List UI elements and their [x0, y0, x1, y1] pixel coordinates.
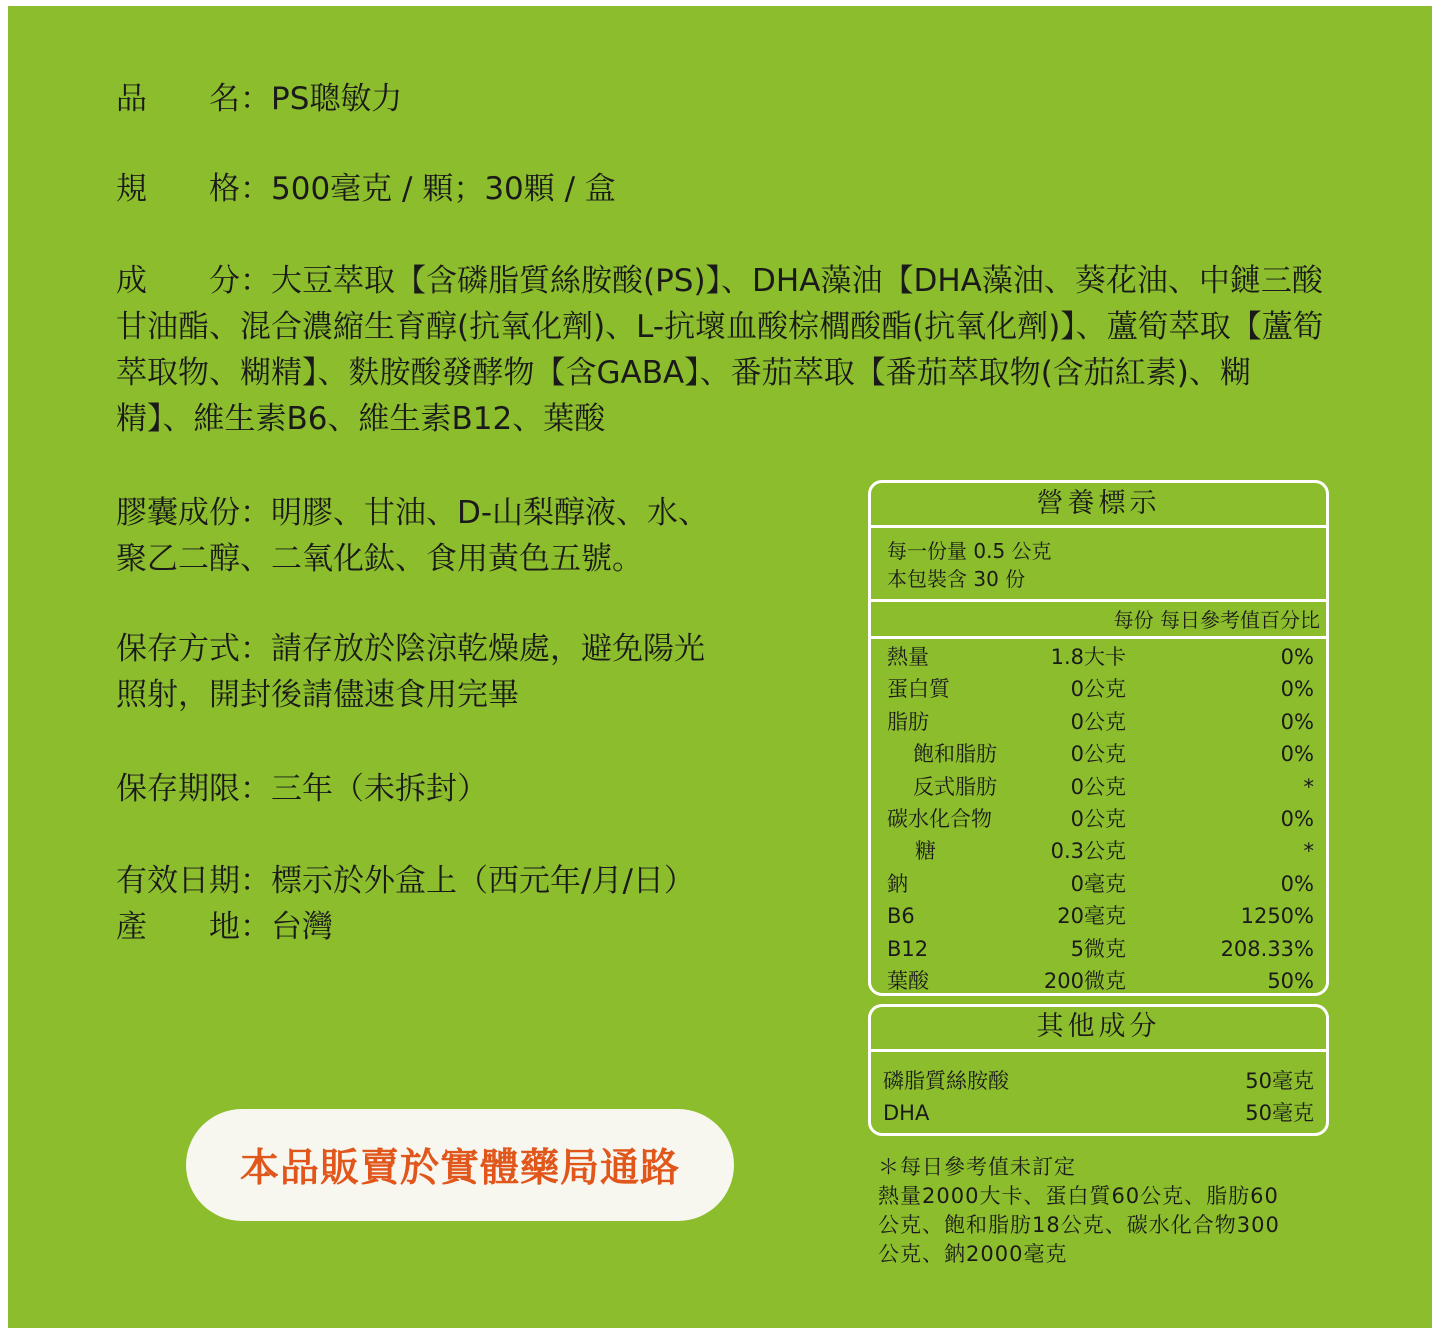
nutrient-daily-value: 50%: [1267, 969, 1314, 993]
ingredients-label: 成 分：: [116, 263, 271, 299]
nutrient-amount: 1.8大卡: [1050, 645, 1126, 669]
serving-size: 每一份量 0.5 公克: [887, 539, 1052, 563]
nutrient-amount: 5微克: [1070, 936, 1126, 961]
origin: [116, 904, 333, 950]
other-ingredient-name: 磷脂質絲胺酸: [883, 1069, 1009, 1093]
capsule-ingredients: [116, 490, 709, 582]
nutrient-daily-value: 208.33%: [1220, 936, 1314, 961]
storage: [116, 626, 705, 718]
expiry-label: 有效日期：: [116, 863, 271, 899]
nutrient-amount: 0公克: [1070, 807, 1126, 831]
nutrient-name: 碳水化合物: [887, 807, 992, 831]
origin-label: 產 地：: [116, 909, 271, 945]
nutrition-title: 營養標示: [871, 483, 1326, 528]
nutrient-amount: 0.3公克: [1050, 839, 1126, 864]
footnote-line-3: 公克、飽和脂肪18公克、碳水化合物300: [878, 1213, 1280, 1237]
pharmacy-badge: [186, 1109, 734, 1221]
shelf-value: 三年（未拆封）: [271, 771, 488, 807]
nutrient-amount: 0毫克: [1070, 871, 1126, 896]
storage-line-1: 請存放於陰涼乾燥處，避免陽光: [271, 631, 705, 667]
divider: [871, 636, 1326, 639]
label-panel: [8, 6, 1432, 1328]
nutrient-name: 葉酸: [887, 969, 929, 993]
product-name-value: PS聰敏力: [271, 81, 403, 117]
nutrient-daily-value: 0%: [1280, 709, 1314, 734]
nutrient-amount: 0公克: [1070, 677, 1126, 702]
nutrient-name: 反式脂肪: [913, 774, 997, 799]
nutrient-amount: 200微克: [1043, 969, 1126, 993]
nutrient-name: 蛋白質: [887, 677, 950, 702]
nutrient-daily-value: *: [1303, 774, 1314, 799]
nutrient-daily-value: 0%: [1280, 807, 1314, 831]
other-title: 其他成分: [871, 1007, 1326, 1052]
storage-label: 保存方式：: [116, 631, 271, 667]
capsule-line-1: 明膠、甘油、D-山梨醇液、水、: [271, 495, 710, 531]
storage-line-2: 照射，開封後請儘速食用完畢: [116, 677, 519, 713]
divider: [871, 599, 1326, 602]
expiry: [116, 858, 695, 904]
nutrient-amount: 20毫克: [1057, 904, 1126, 929]
ingredients-value: 大豆萃取【含磷脂質絲胺酸(PS)】、DHA藻油【DHA藻油、葵花油、中鏈三酸甘油酯、混合濃縮生育醇(抗氧化劑)、L-抗壞血酸棕櫚酸酯(抗氧化劑)】、蘆筍萃取【蘆筍萃取物、糊精】、麩胺酸發酵物【含GABA】、番茄萃取【番茄萃取物(含茄紅素)、糊精】、維生素B6、維生素B12、葉酸: [116, 263, 1324, 437]
nutrient-name: 脂肪: [887, 709, 929, 734]
shelf-label: 保存期限：: [116, 771, 271, 807]
footnote: [878, 1153, 1280, 1269]
nutrient-name: 熱量: [887, 645, 929, 669]
footnote-line-1: ＊每日參考值未訂定: [878, 1155, 1076, 1179]
capsule-label: 膠囊成份：: [116, 495, 271, 531]
col-daily-value: 每日參考值百分比: [1160, 608, 1320, 632]
shelf-life: [116, 766, 488, 812]
servings-per-package: 本包裝含 30 份: [887, 567, 1026, 591]
nutrient-daily-value: 1250%: [1240, 904, 1314, 929]
footnote-line-2: 熱量2000大卡、蛋白質60公克、脂肪60: [878, 1184, 1279, 1208]
column-headers: [1114, 605, 1320, 635]
nutrient-name: 糖: [915, 839, 936, 864]
nutrient-amount: 0公克: [1070, 774, 1126, 799]
spec-label: 規 格：: [116, 171, 271, 207]
nutrient-daily-value: 0%: [1280, 742, 1314, 767]
nutrient-name: B12: [887, 936, 929, 961]
other-ingredient-amount: 50毫克: [1245, 1069, 1314, 1093]
nutrition-facts-box: [868, 480, 1329, 996]
other-ingredients-box: [868, 1004, 1329, 1136]
nutrient-name: B6: [887, 904, 915, 929]
ingredients: [116, 258, 1326, 442]
nutrient-daily-value: 0%: [1280, 677, 1314, 702]
specification: [116, 166, 616, 212]
nutrient-amount: 0公克: [1070, 742, 1126, 767]
capsule-line-2: 聚乙二醇、二氧化鈦、食用黃色五號。: [116, 541, 643, 577]
nutrient-daily-value: 0%: [1280, 645, 1314, 669]
product-name-label: 品 名：: [116, 81, 271, 117]
nutrient-name: 鈉: [887, 871, 908, 896]
expiry-value: 標示於外盒上（西元年/月/日）: [271, 863, 695, 899]
nutrient-daily-value: 0%: [1280, 871, 1314, 896]
col-per-serving: 每份: [1113, 608, 1154, 632]
origin-value: 台灣: [271, 909, 333, 945]
nutrient-daily-value: *: [1303, 839, 1314, 864]
badge-text: 本品販賣於實體藥局通路: [239, 1146, 680, 1191]
other-ingredient-amount: 50毫克: [1245, 1101, 1314, 1125]
serving-info: [887, 537, 1052, 593]
product-name: [116, 76, 402, 122]
spec-value: 500毫克 / 顆；30顆 / 盒: [271, 171, 616, 207]
other-ingredient-name: DHA: [883, 1101, 930, 1125]
footnote-line-4: 公克、鈉2000毫克: [878, 1242, 1068, 1266]
nutrient-amount: 0公克: [1070, 709, 1126, 734]
nutrient-name: 飽和脂肪: [913, 742, 997, 767]
